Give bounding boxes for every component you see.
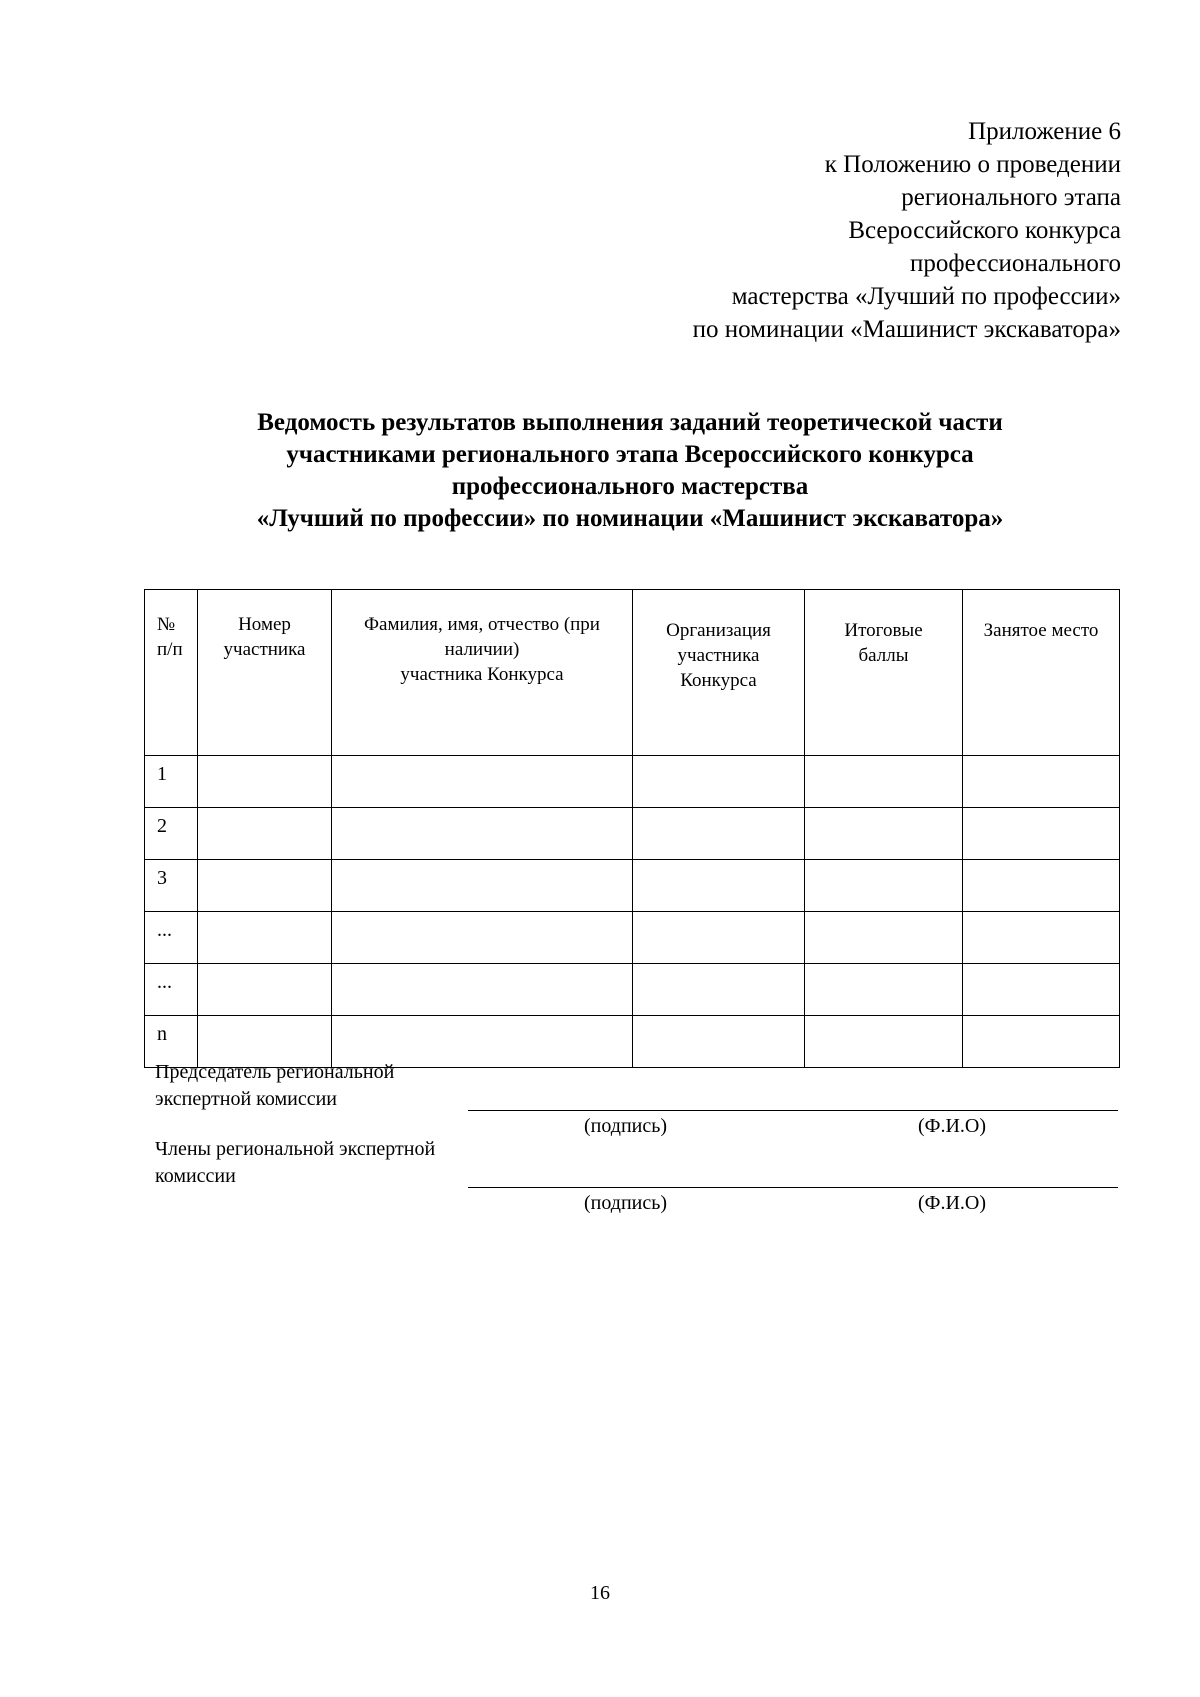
row-number-cell: ... [145,912,198,964]
row-number-cell: 3 [145,860,198,912]
members-signature-line [468,1187,1118,1188]
place-cell [963,1016,1120,1068]
appendix-line: к Положению о проведении [824,151,1121,178]
row-number-cell: n [145,1016,198,1068]
organization-cell [633,912,805,964]
table-row [145,912,1120,964]
appendix-block [693,115,1121,346]
document-title [140,407,1120,535]
total-score-cell [805,808,963,860]
total-score-cell [805,964,963,1016]
header-participant-number: Номер участника [198,590,332,756]
title-line: Ведомость результатов выполнения заданий теоретической части [257,409,1003,436]
chair-signature-line [468,1110,1118,1111]
full-name-cell [332,756,633,808]
header-total-score: Итоговые баллы [805,590,963,756]
organization-cell [633,964,805,1016]
results-table [144,589,1120,1068]
row-number-cell: 2 [145,808,198,860]
full-name-cell [332,860,633,912]
organization-cell [633,756,805,808]
appendix-line: мастерства «Лучший по профессии» [731,283,1121,310]
place-cell [963,756,1120,808]
table-row [145,808,1120,860]
chair-name-caption: (Ф.И.О) [918,1115,987,1137]
header-organization: Организация участника Конкурса [633,590,805,756]
total-score-cell [805,912,963,964]
table-header-row [145,590,1120,756]
members-label: Члены региональной экспертной комиссии [155,1138,436,1187]
full-name-cell [332,964,633,1016]
header-number: № п/п [145,590,198,756]
place-cell [963,912,1120,964]
participant-number-cell [198,756,332,808]
appendix-line: Приложение 6 [968,118,1121,145]
organization-cell [633,860,805,912]
title-line: профессионального мастерства [451,473,809,500]
participant-number-cell [198,912,332,964]
header-place: Занятое место [963,590,1120,756]
table-row [145,964,1120,1016]
title-line: участниками регионального этапа Всероссийского конкурса [286,441,974,468]
participant-number-cell [198,860,332,912]
table-row [145,756,1120,808]
full-name-cell [332,912,633,964]
row-number-cell: 1 [145,756,198,808]
chair-label: Председатель региональной экспертной комиссии [155,1061,395,1110]
place-cell [963,808,1120,860]
members-name-caption: (Ф.И.О) [918,1192,987,1214]
header-full-name: Фамилия, имя, отчество (при наличии) участника Конкурса [332,590,633,756]
appendix-line: профессионального [910,250,1121,277]
appendix-line: по номинации «Машинист экскаватора» [692,316,1121,343]
row-number-cell: ... [145,964,198,1016]
organization-cell [633,1016,805,1068]
participant-number-cell [198,964,332,1016]
chair-signature-caption: (подпись) [584,1115,668,1137]
total-score-cell [805,1016,963,1068]
place-cell [963,860,1120,912]
title-line: «Лучший по профессии» по номинации «Машинист экскаватора» [256,505,1004,532]
place-cell [963,964,1120,1016]
organization-cell [633,808,805,860]
appendix-line: регионального этапа [901,184,1121,211]
table-row [145,860,1120,912]
full-name-cell [332,808,633,860]
page-number: 16 [590,1582,610,1604]
participant-number-cell [198,808,332,860]
appendix-line: Всероссийского конкурса [848,217,1121,244]
total-score-cell [805,860,963,912]
total-score-cell [805,756,963,808]
members-signature-caption: (подпись) [584,1192,668,1214]
